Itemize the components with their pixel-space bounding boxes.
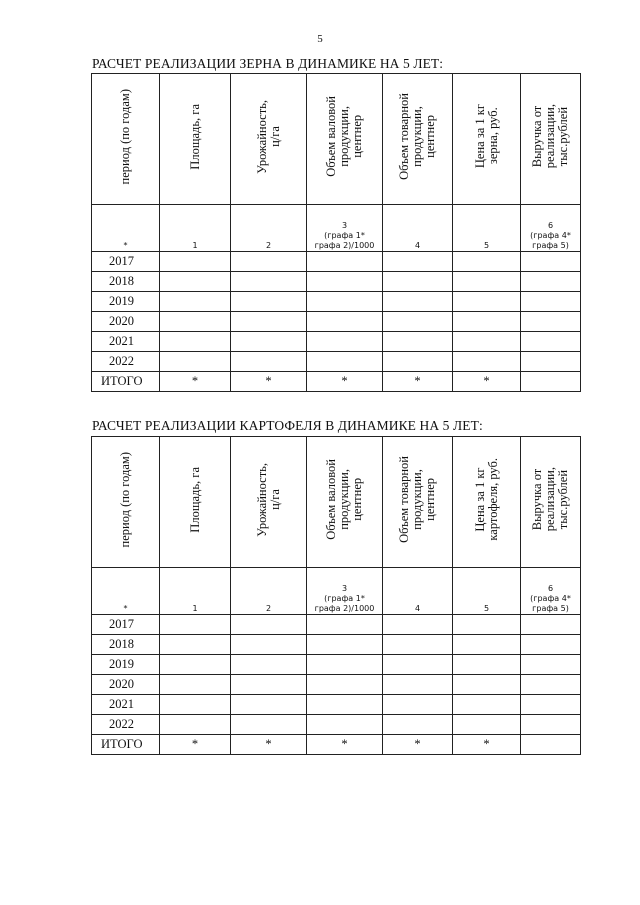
column-header [521,74,581,205]
empty-cell [160,332,231,352]
empty-cell [383,252,453,272]
table-row [92,312,581,332]
empty-cell [160,272,231,292]
empty-cell [521,635,581,655]
total-cell: * [453,372,521,392]
empty-cell [453,615,521,635]
column-number: 4 [383,568,453,615]
empty-cell [231,635,307,655]
year-cell: 2018 [92,635,160,655]
empty-cell [521,312,581,332]
column-header [453,437,521,568]
empty-cell [521,352,581,372]
column-number: 1 [160,205,231,252]
column-header-label: Объем валовой продукции, центнер [324,459,364,540]
total-cell: * [453,735,521,755]
column-header-label: Выручка от реализации, тыс.рублей [530,467,570,532]
column-header-label: период (по годам) [118,451,132,548]
total-cell [521,735,581,755]
table-row [92,655,581,675]
empty-cell [231,615,307,635]
empty-cell [521,252,581,272]
table-row [92,675,581,695]
table-row [92,615,581,635]
grain-section-title: РАСЧЕТ РЕАЛИЗАЦИИ ЗЕРНА В ДИНАМИКЕ НА 5 ЛЕТ: [92,56,444,71]
table-row [92,332,581,352]
total-cell: * [383,735,453,755]
year-cell: 2021 [92,332,160,352]
empty-cell [521,272,581,292]
total-cell: * [307,372,383,392]
column-header [92,74,160,205]
empty-cell [383,292,453,312]
column-header [383,437,453,568]
empty-cell [453,695,521,715]
empty-cell [521,695,581,715]
column-header-label: Объем валовой продукции, центнер [324,96,364,177]
year-cell: 2020 [92,312,160,332]
year-cell: 2017 [92,252,160,272]
year-cell: 2017 [92,615,160,635]
empty-cell [307,675,383,695]
empty-cell [453,312,521,332]
empty-cell [453,655,521,675]
empty-cell [307,332,383,352]
column-header-label: Цена за 1 кг картофеля, руб. [472,458,500,541]
empty-cell [160,715,231,735]
column-header-label: Цена за 1 кг зерна, руб. [472,104,500,169]
total-cell: * [231,372,307,392]
column-header [383,74,453,205]
column-header [453,74,521,205]
column-header [92,437,160,568]
year-cell: 2018 [92,272,160,292]
column-number: 2 [231,205,307,252]
table-row [92,352,581,372]
column-header [160,74,231,205]
column-header-label: Площадь, га [187,103,202,170]
empty-cell [307,615,383,635]
table-row [92,695,581,715]
empty-cell [383,312,453,332]
empty-cell [160,655,231,675]
column-header [231,74,307,205]
empty-cell [383,655,453,675]
empty-cell [231,655,307,675]
total-cell [521,372,581,392]
page-number: 5 [317,33,323,45]
empty-cell [231,715,307,735]
empty-cell [160,292,231,312]
year-cell: 2019 [92,292,160,312]
column-number: 5 [453,568,521,615]
empty-cell [521,715,581,735]
empty-cell [307,695,383,715]
empty-cell [521,292,581,312]
empty-cell [160,252,231,272]
empty-cell [383,635,453,655]
empty-cell [307,715,383,735]
empty-cell [307,292,383,312]
column-number: 5 [453,205,521,252]
column-header-label: Объем товарной продукции, центнер [397,93,437,180]
empty-cell [383,615,453,635]
empty-cell [383,715,453,735]
empty-cell [383,272,453,292]
empty-cell [453,352,521,372]
empty-cell [307,352,383,372]
empty-cell [231,675,307,695]
empty-cell [307,635,383,655]
empty-cell [453,292,521,312]
column-header [521,437,581,568]
empty-cell [231,332,307,352]
grain-sales-table [91,73,581,392]
empty-cell [231,292,307,312]
empty-cell [453,332,521,352]
column-header [160,437,231,568]
empty-cell [453,715,521,735]
column-header-label: Объем товарной продукции, центнер [397,456,437,543]
empty-cell [307,655,383,675]
column-header-label: период (по годам) [118,88,132,185]
empty-cell [521,332,581,352]
empty-cell [521,615,581,635]
potato-sales-table [91,436,581,755]
column-number-row [92,205,581,252]
total-cell: * [307,735,383,755]
column-header [231,437,307,568]
total-cell: * [231,735,307,755]
table-row [92,252,581,272]
empty-cell [521,655,581,675]
table-row [92,635,581,655]
empty-cell [231,252,307,272]
column-number: 1 [160,568,231,615]
column-number: 3 (графа 1* графа 2)/1000 [307,205,383,252]
total-row [92,372,581,392]
year-cell: 2020 [92,675,160,695]
table-row [92,292,581,312]
total-cell: * [383,372,453,392]
total-cell: * [160,735,231,755]
empty-cell [160,635,231,655]
empty-cell [383,675,453,695]
empty-cell [160,352,231,372]
column-number: 6 (графа 4* графа 5) [521,568,581,615]
header-row [92,74,581,205]
column-header-label: Урожайность, ц/га [254,99,282,174]
column-header [307,437,383,568]
empty-cell [453,272,521,292]
empty-cell [160,695,231,715]
year-cell: 2022 [92,352,160,372]
empty-cell [453,252,521,272]
table-row [92,272,581,292]
empty-cell [231,272,307,292]
column-header-label: Выручка от реализации, тыс.рублей [530,104,570,169]
empty-cell [231,695,307,715]
column-header-label: Урожайность, ц/га [254,462,282,537]
total-label: ИТОГО [92,735,160,755]
empty-cell [307,272,383,292]
empty-cell [160,312,231,332]
empty-cell [453,675,521,695]
column-number-row [92,568,581,615]
empty-cell [307,252,383,272]
empty-cell [160,675,231,695]
empty-cell [160,615,231,635]
year-cell: 2021 [92,695,160,715]
column-number: * [92,568,160,615]
year-cell: 2022 [92,715,160,735]
table-row [92,715,581,735]
empty-cell [521,675,581,695]
column-number: 6 (графа 4* графа 5) [521,205,581,252]
empty-cell [383,332,453,352]
column-number: 3 (графа 1* графа 2)/1000 [307,568,383,615]
empty-cell [307,312,383,332]
column-header [307,74,383,205]
column-number: 2 [231,568,307,615]
total-label: ИТОГО [92,372,160,392]
total-row [92,735,581,755]
empty-cell [231,312,307,332]
empty-cell [231,352,307,372]
empty-cell [453,635,521,655]
header-row [92,437,581,568]
column-number: 4 [383,205,453,252]
year-cell: 2019 [92,655,160,675]
column-header-label: Площадь, га [187,466,202,533]
empty-cell [383,352,453,372]
empty-cell [383,695,453,715]
column-number: * [92,205,160,252]
total-cell: * [160,372,231,392]
potato-section-title: РАСЧЕТ РЕАЛИЗАЦИИ КАРТОФЕЛЯ В ДИНАМИКЕ НА 5 ЛЕТ: [92,418,483,433]
